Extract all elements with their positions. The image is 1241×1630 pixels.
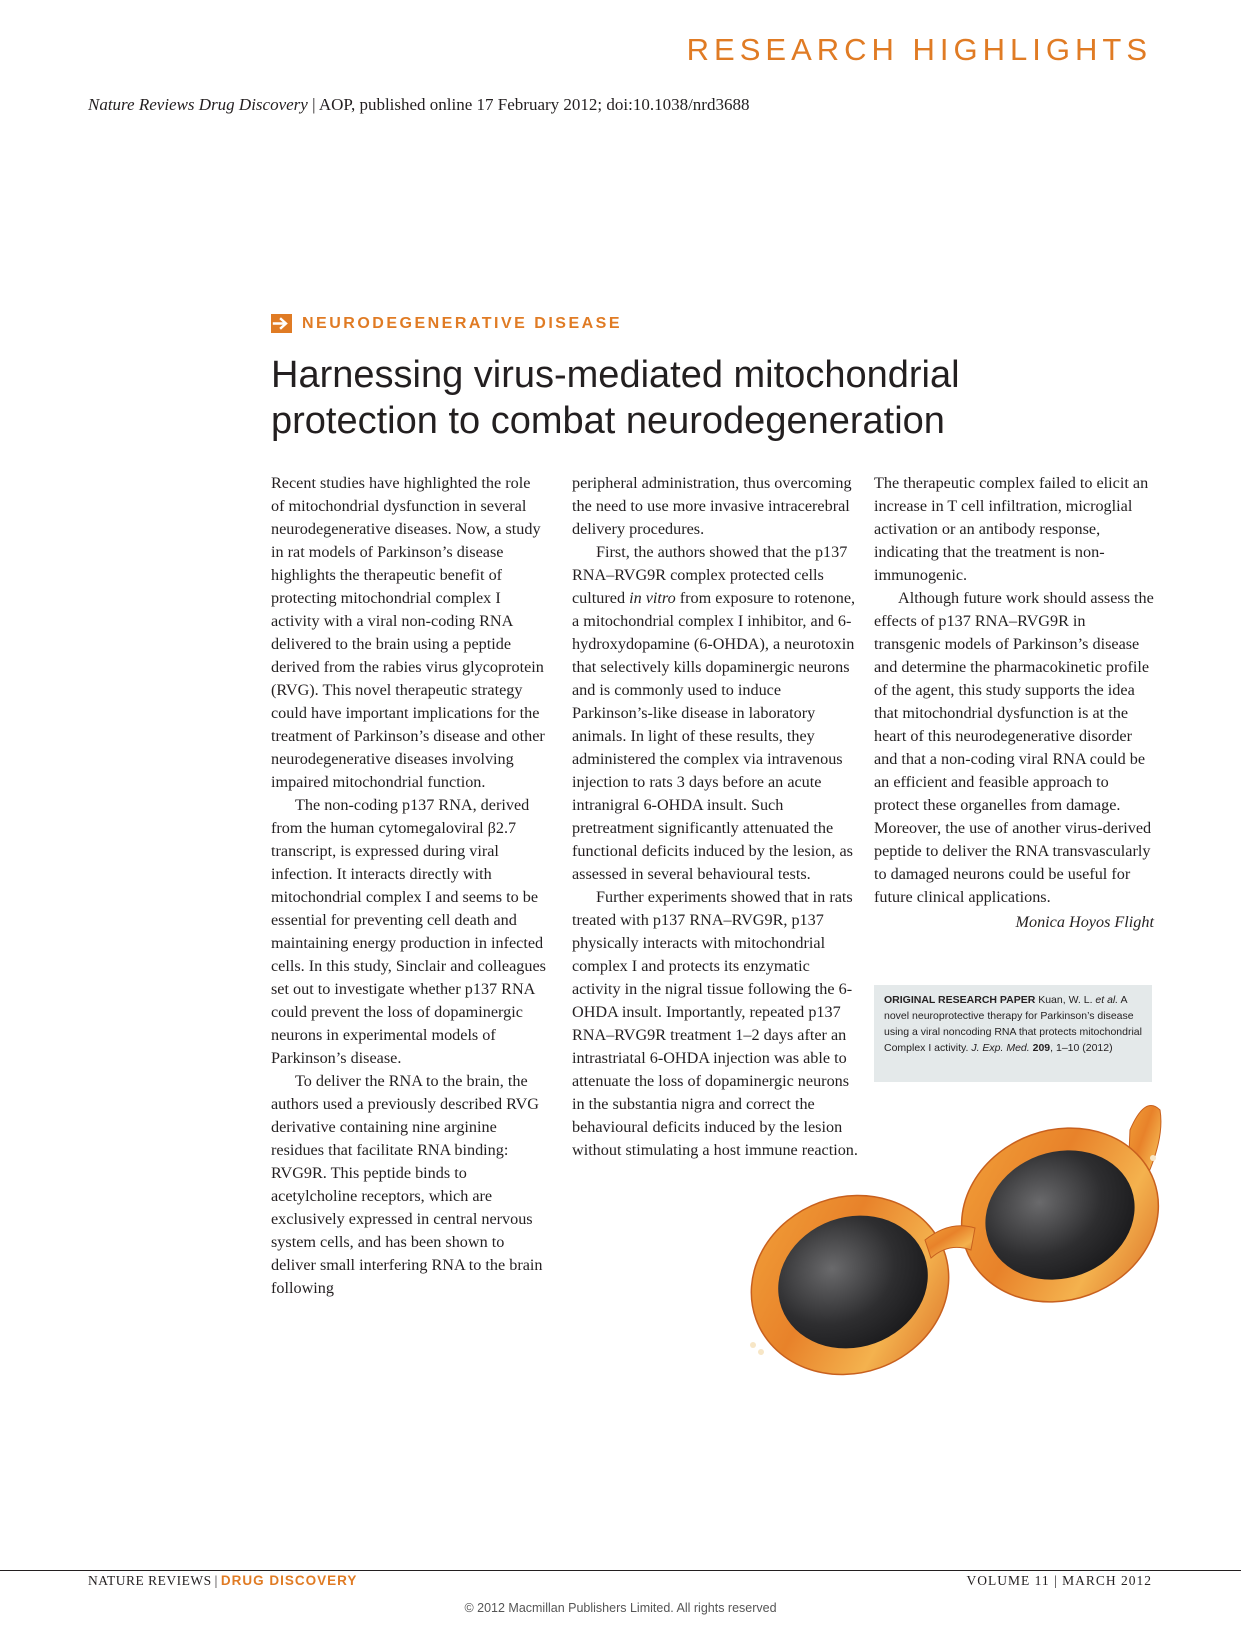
reference-label: ORIGINAL RESEARCH PAPER (884, 994, 1036, 1006)
article-column-3 (874, 472, 1154, 934)
footer-separator: | (214, 1573, 218, 1588)
citation-details: | AOP, published online 17 February 2012; doi:10.1038/nrd3688 (307, 95, 750, 114)
paragraph: The therapeutic complex failed to elicit an increase in T cell infiltration, microglial activation or an antibody response, indicating that the treatment is non-immunogenic. (874, 474, 1149, 584)
footer-journal (88, 1573, 357, 1589)
article-title: Harnessing virus-mediated mitochondrial protection to combat neurodegeneration (271, 354, 960, 442)
reference-title: A novel neuroprotective therapy for Parkinson’s disease using a viral noncoding RNA that protects mitochondrial Complex I activity. (884, 994, 1142, 1054)
reference-authors: Kuan, W. L. (1035, 994, 1096, 1006)
paragraph: To deliver the RNA to the brain, the authors used a previously described RVG derivative containing nine arginine residues that facilitate RNA binding: RVG9R. This peptide binds to acetylcholine receptors, which are exclusively expressed in central nervous system cells, and has been shown to deliver small interfering RNA to the brain following (271, 1072, 543, 1297)
paragraph: Recent studies have highlighted the role of mitochondrial dysfunction in several neurodegenerative diseases. Now, a study in rat models of Parkinson’s disease highlights the therapeutic benefit of protecting mitochondrial complex I activity with a viral non-coding RNA delivered to the brain using a peptide derived from the rabies virus glycoprotein (RVG). This novel therapeutic strategy could have important implications for the treatment of Parkinson’s disease and other neurodegenerative diseases involving impaired mitochondrial function. (271, 474, 545, 791)
reference-box (874, 985, 1152, 1082)
arrow-icon (271, 314, 292, 333)
paragraph (572, 541, 862, 886)
category-tag (271, 314, 622, 333)
reference-pages: , 1–10 (2012) (1050, 1042, 1113, 1054)
category-label: NEURODEGENERATIVE DISEASE (302, 314, 623, 332)
citation-journal: Nature Reviews Drug Discovery (88, 95, 308, 114)
footer-volume: VOLUME 11 | MARCH 2012 (966, 1573, 1152, 1588)
reference-volume: 209 (1032, 1042, 1051, 1054)
article-column-2 (572, 472, 862, 1162)
sunglasses-illustration (735, 1090, 1195, 1390)
footer-divider (0, 1570, 1241, 1571)
italic-term: in vitro (629, 589, 676, 607)
paragraph: peripheral administration, thus overcoming the need to use more invasive intracerebral delivery procedures. (572, 474, 852, 538)
article-column-1 (271, 472, 546, 1300)
reference-journal: J. Exp. Med. (971, 1042, 1030, 1054)
author-byline: Monica Hoyos Flight (1015, 913, 1154, 931)
paragraph: The non-coding p137 RNA, derived from the human cytomegaloviral β2.7 transcript, is expressed during viral infection. It interacts directly with mitochondrial complex I and seems to be essential for preventing cell death and maintaining energy production in infected cells. In this study, Sinclair and colleagues set out to investigate whether p137 RNA could prevent the loss of dopaminergic neurons in experimental models of Parkinson’s disease. (271, 796, 546, 1067)
paragraph: Further experiments showed that in rats treated with p137 RNA–RVG9R, p137 physically interacts with mitochondrial complex I and protects its enzymatic activity in the nigral tissue following the 6-OHDA insult. Importantly, repeated p137 RNA–RVG9R treatment 1–2 days after an intrastriatal 6-OHDA injection was able to attenuate the loss of dopaminergic neurons in the substantia nigra and correct the behavioural deficits induced by the lesion without stimulating a host immune reaction. (572, 888, 858, 1159)
citation-line (88, 95, 749, 115)
reference-etal: et al. (1095, 994, 1119, 1006)
copyright-notice: © 2012 Macmillan Publishers Limited. All rights reserved (464, 1601, 777, 1615)
paragraph-text: from exposure to rotenone, a mitochondrial complex I inhibitor, and 6-hydroxydopamine (6-OHDA), a neurotoxin that selectively kills dopaminergic neurons and is commonly used to induce Parkinson’s-like disease in laboratory animals. In light of these results, they administered the complex via intravenous injection to rats 3 days before an acute intranigral 6-OHDA insult. Such pretreatment significantly attenuated the functional deficits induced by the lesion, as assessed in several behavioural tests. (572, 589, 856, 883)
footer-journal-sub: DRUG DISCOVERY (220, 1573, 358, 1588)
section-header: RESEARCH HIGHLIGHTS (686, 32, 1152, 67)
paragraph: Although future work should assess the effects of p137 RNA–RVG9R in transgenic models of Parkinson’s disease and determine the pharmacokinetic profile of the agent, this study supports the idea that mitochondrial dysfunction is at the heart of this neurodegenerative disorder and that a non-coding viral RNA could be an efficient and feasible approach to protect these organelles from damage. Moreover, the use of another virus-derived peptide to deliver the RNA transvascularly to damaged neurons could be useful for future clinical applications. (874, 589, 1154, 906)
footer-journal-name: NATURE REVIEWS (88, 1573, 212, 1588)
paragraph-text: First, the authors showed that the p137 RNA–RVG9R complex protected cells cultured (572, 543, 848, 607)
